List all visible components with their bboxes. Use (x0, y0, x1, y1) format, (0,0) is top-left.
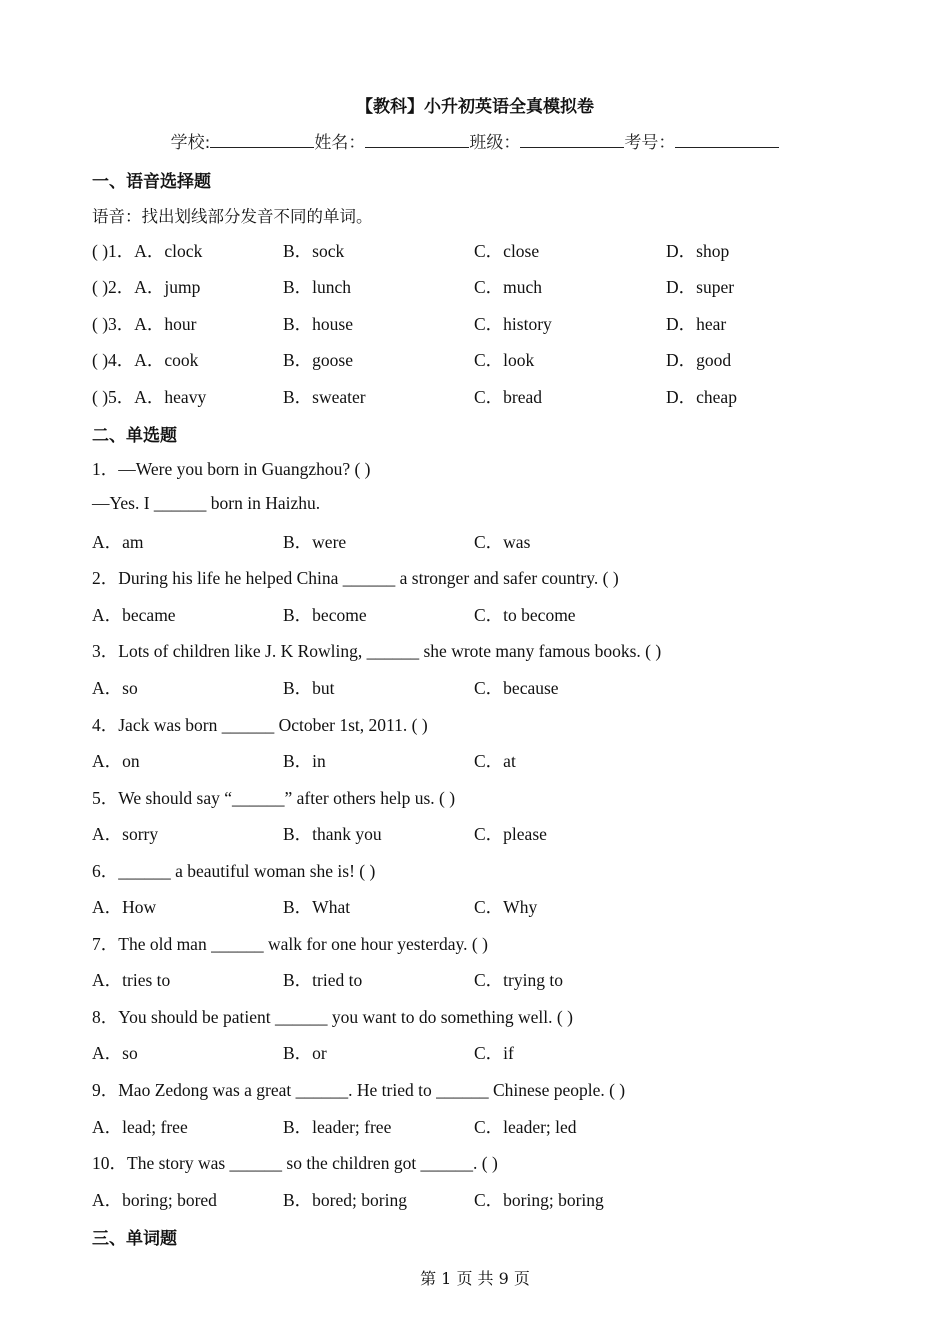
options-row (0, 967, 950, 991)
option-b: B．become (283, 605, 367, 625)
option-a: A．lead; free (92, 1117, 188, 1137)
section-instruction: 语音：找出划线部分发音不同的单词。 (92, 207, 373, 226)
option-b: B．but (283, 678, 335, 698)
options-row (0, 894, 950, 918)
option-c: C．much (474, 277, 543, 297)
option-c: C．at (474, 751, 516, 771)
option-b: B．What (283, 897, 351, 917)
option-d: D．shop (666, 241, 730, 261)
class-blank (520, 130, 624, 148)
option-a: A．became (92, 605, 176, 625)
option-a: A．am (92, 532, 144, 552)
options-row (0, 1187, 950, 1211)
option-c: C．history (474, 314, 552, 334)
section-heading-single-choice: 二、单选题 (92, 426, 177, 446)
question-stem: 9．Mao Zedong was a great ______. He tried to ______ Chinese people. ( ) (92, 1080, 626, 1100)
question-row (0, 347, 950, 371)
option-b: B．goose (283, 350, 353, 370)
question-row (0, 238, 950, 262)
option-a: A．so (92, 1043, 138, 1063)
options-row (0, 748, 950, 772)
option-d: D．good (666, 350, 732, 370)
section-heading-phonetics: 一、语音选择题 (92, 172, 211, 192)
option-d: D．hear (666, 314, 727, 334)
options-row (0, 675, 950, 699)
option-a: A．How (92, 897, 157, 917)
class-label: 班级： (469, 133, 521, 153)
option-c: C．to become (474, 605, 576, 625)
exam-number-label: 考号： (624, 133, 676, 153)
name-label: 姓名： (314, 133, 366, 153)
page-number: 第 1 页 共 9 页 (420, 1269, 530, 1288)
question-number-option-a: ( )1．A．clock (92, 241, 203, 261)
question-stem: 1．—Were you born in Guangzhou? ( ) (92, 459, 371, 479)
question-stem: 4．Jack was born ______ October 1st, 2011. ( ) (92, 715, 428, 735)
option-d: D．super (666, 277, 735, 297)
option-c: C．trying to (474, 970, 563, 990)
option-b: B．sweater (283, 387, 366, 407)
page-title: 【教科】小升初英语全真模拟卷 (356, 97, 594, 117)
name-blank (365, 130, 469, 148)
options-row (0, 821, 950, 845)
question-number-option-a: ( )3．A．hour (92, 314, 197, 334)
option-c: C．Why (474, 897, 538, 917)
option-a: A．on (92, 751, 140, 771)
options-row (0, 602, 950, 626)
question-stem-continued: —Yes. I ______ born in Haizhu. (92, 493, 321, 513)
option-c: C．leader; led (474, 1117, 577, 1137)
option-b: B．bored; boring (283, 1190, 407, 1210)
option-a: A．tries to (92, 970, 171, 990)
option-c: C．bread (474, 387, 543, 407)
question-row (0, 274, 950, 298)
question-row (0, 311, 950, 335)
option-a: A．so (92, 678, 138, 698)
question-stem: 5．We should say “______” after others help us. ( ) (92, 788, 456, 808)
option-b: B．house (283, 314, 353, 334)
student-info-line (0, 128, 950, 153)
question-stem: 2．During his life he helped China ______ a stronger and safer country. ( ) (92, 568, 619, 588)
question-number-option-a: ( )4．A．cook (92, 350, 199, 370)
question-number-option-a: ( )2．A．jump (92, 277, 201, 297)
option-b: B．in (283, 751, 326, 771)
question-stem: 6．______ a beautiful woman she is! ( ) (92, 861, 376, 881)
question-stem: 8．You should be patient ______ you want to do something well. ( ) (92, 1007, 573, 1027)
option-c: C．was (474, 532, 531, 552)
option-b: B．sock (283, 241, 345, 261)
school-blank (210, 130, 314, 148)
question-stem: 7．The old man ______ walk for one hour yesterday. ( ) (92, 934, 488, 954)
option-c: C．because (474, 678, 559, 698)
question-stem: 3．Lots of children like J. K Rowling, ______ she wrote many famous books. ( ) (92, 641, 662, 661)
options-row (0, 1114, 950, 1138)
school-label: 学校: (170, 133, 211, 153)
section-heading-vocabulary: 三、单词题 (92, 1229, 177, 1249)
option-a: A．boring; bored (92, 1190, 217, 1210)
options-row (0, 529, 950, 553)
option-c: C．boring; boring (474, 1190, 604, 1210)
question-row (0, 384, 950, 408)
option-c: C．please (474, 824, 547, 844)
option-c: C．look (474, 350, 535, 370)
question-number-option-a: ( )5．A．heavy (92, 387, 207, 407)
option-b: B．tried to (283, 970, 363, 990)
option-b: B．or (283, 1043, 327, 1063)
option-a: A．sorry (92, 824, 159, 844)
option-c: C．close (474, 241, 540, 261)
question-stem: 10．The story was ______ so the children got ______. ( ) (92, 1153, 498, 1173)
option-d: D．cheap (666, 387, 737, 407)
option-b: B．thank you (283, 824, 382, 844)
option-b: B．leader; free (283, 1117, 392, 1137)
option-c: C．if (474, 1043, 514, 1063)
options-row (0, 1040, 950, 1064)
option-b: B．lunch (283, 277, 352, 297)
option-b: B．were (283, 532, 347, 552)
exam-number-blank (675, 130, 779, 148)
